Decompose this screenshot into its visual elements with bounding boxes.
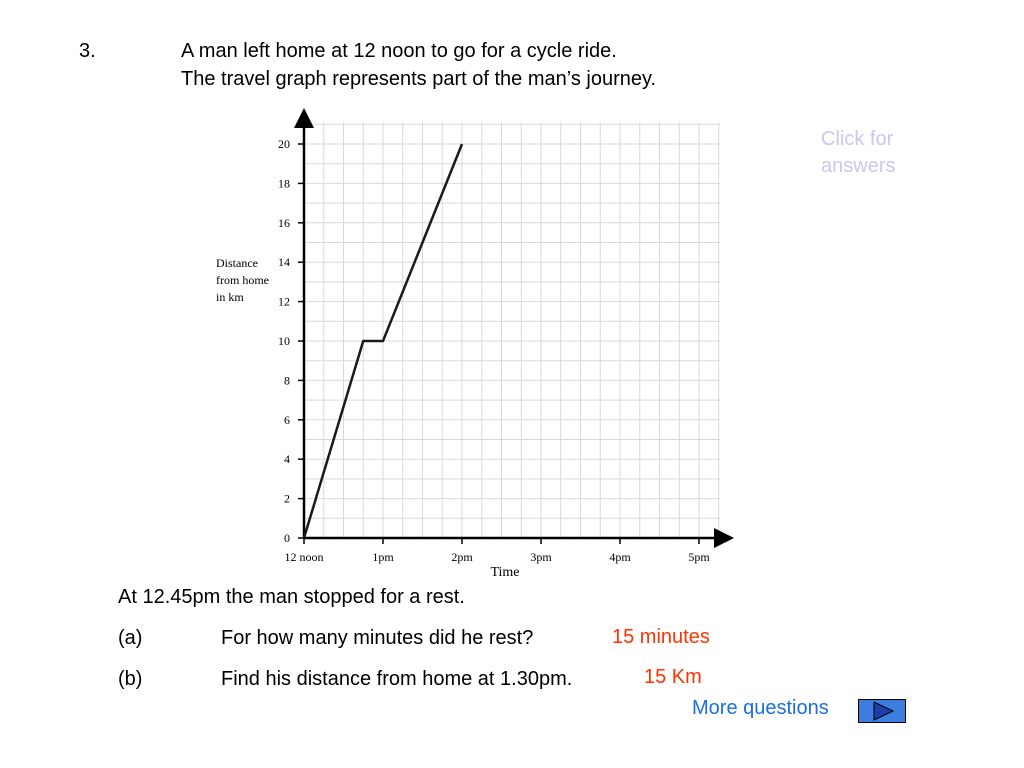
y-tick-label: 16 bbox=[278, 215, 290, 230]
y-axis-label-line: from home bbox=[216, 273, 269, 287]
y-tick-label: 14 bbox=[278, 255, 290, 270]
next-button[interactable] bbox=[858, 699, 906, 723]
part-b-label: (b) bbox=[118, 668, 143, 690]
part-b-question: Find his distance from home at 1.30pm. bbox=[221, 668, 573, 690]
y-axis-label-line: Distance bbox=[216, 256, 258, 270]
x-axis-arrow bbox=[714, 528, 734, 548]
y-tick-label: 2 bbox=[284, 491, 290, 506]
part-a-label: (a) bbox=[118, 627, 143, 649]
y-tick-label: 18 bbox=[278, 176, 290, 191]
part-a-answer: 15 minutes bbox=[612, 626, 710, 648]
x-tick-label: 4pm bbox=[609, 550, 631, 564]
y-tick-label: 6 bbox=[284, 412, 290, 427]
x-axis-label: Time bbox=[490, 565, 520, 580]
y-tick-label: 20 bbox=[278, 137, 290, 151]
question-text-line1: A man left home at 12 noon to go for a cycle ride. bbox=[181, 40, 617, 62]
y-axis-label-line: in km bbox=[216, 290, 244, 304]
y-tick-label: 12 bbox=[278, 294, 290, 309]
x-tick-label: 1pm bbox=[372, 550, 394, 564]
click-for-answers-link[interactable]: Click for answers bbox=[821, 128, 896, 177]
question-text-line2: The travel graph represents part of the man’s journey. bbox=[181, 68, 657, 90]
question-number: 3. bbox=[79, 40, 96, 62]
rest-statement: At 12.45pm the man stopped for a rest. bbox=[118, 586, 465, 608]
play-arrow-icon bbox=[859, 700, 905, 722]
x-tick-label: 3pm bbox=[530, 550, 552, 564]
more-questions-link[interactable]: More questions bbox=[692, 697, 829, 719]
x-tick-label: 12 noon bbox=[284, 550, 324, 564]
x-tick-label: 2pm bbox=[451, 550, 473, 564]
y-tick-label: 0 bbox=[284, 531, 290, 545]
x-tick-label: 5pm bbox=[688, 550, 710, 564]
y-tick-label: 8 bbox=[284, 373, 290, 388]
part-a-question: For how many minutes did he rest? bbox=[221, 627, 534, 649]
y-tick-label: 4 bbox=[284, 452, 290, 467]
part-b-answer: 15 Km bbox=[644, 666, 702, 688]
y-axis-arrow bbox=[294, 108, 314, 128]
y-tick-label: 10 bbox=[278, 334, 290, 348]
